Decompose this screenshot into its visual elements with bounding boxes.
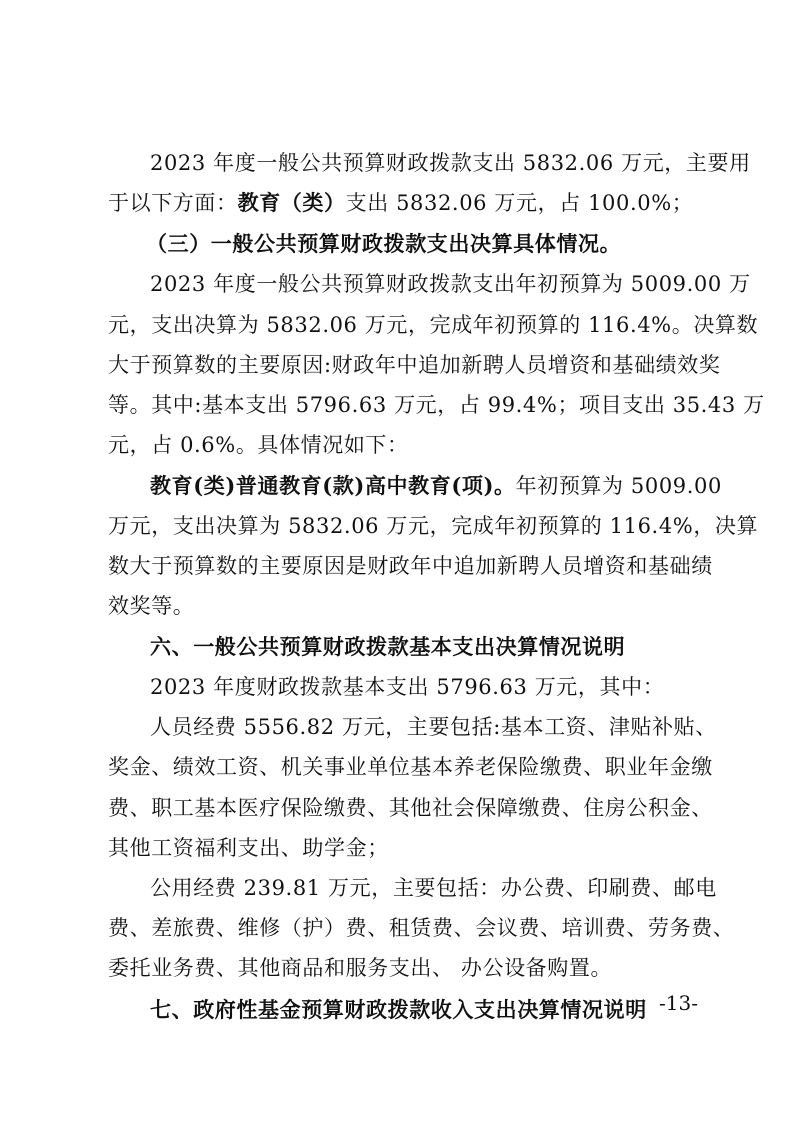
section3-item-line-2: 万元，支出决算为 5832.06 万元，完成年初预算的 116.4%，决算	[108, 514, 759, 538]
section7-heading: 七、政府性基金预算财政拨款收入支出决算情况说明	[150, 997, 647, 1022]
section2-line-2	[108, 188, 698, 218]
personnel-expense-line-3: 费、职工基本医疗保险缴费、其他社会保障缴费、住房公积金、	[108, 796, 713, 820]
section3-item-line-4: 效奖等。	[108, 594, 195, 618]
education-item-label: 教育(类)普通教育(款)高中教育(项)。	[150, 473, 516, 498]
section2-line-2-lead: 于以下方面：	[108, 191, 238, 215]
section3-item-line-3: 数大于预算数的主要原因是财政年中追加新聘人员增资和基础绩	[108, 554, 713, 578]
section6-line-1: 2023 年度财政拨款基本支出 5796.63 万元，其中：	[150, 675, 665, 699]
section3-line-5: 元，占 0.6%。具体情况如下：	[108, 433, 409, 457]
personnel-expense-line-2: 奖金、绩效工资、机关事业单位基本养老保险缴费、职业年金缴	[108, 755, 713, 779]
education-category-label: 教育（类）	[237, 190, 346, 215]
public-expense-line-2: 费、差旅费、维修（护）费、租赁费、会议费、培训费、劳务费、	[108, 916, 735, 940]
public-expense-line-3: 委托业务费、其他商品和服务支出、 办公设备购置。	[108, 956, 613, 980]
section3-line-2: 元，支出决算为 5832.06 万元，完成年初预算的 116.4%。决算数	[108, 313, 759, 337]
section3-item-line-1-tail: 年初预算为 5009.00	[515, 474, 722, 498]
personnel-expense-line-1: 人员经费 5556.82 万元，主要包括:基本工资、津贴补贴、	[150, 715, 717, 739]
section2-line-2-tail: 支出 5832.06 万元，占 100.0%；	[345, 191, 694, 215]
section3-line-3: 大于预算数的主要原因:财政年中追加新聘人员增资和基础绩效奖	[108, 353, 721, 377]
public-expense-line-1: 公用经费 239.81 万元，主要包括：办公费、印刷费、邮电	[150, 876, 717, 900]
section6-heading: 六、一般公共预算财政拨款基本支出决算情况说明	[150, 634, 626, 659]
section3-item-line-1	[150, 471, 722, 501]
section3-line-1: 2023 年度一般公共预算财政拨款支出年初预算为 5009.00 万	[150, 272, 751, 296]
section3-line-4: 等。其中:基本支出 5796.63 万元，占 99.4%；项目支出 35.43 万	[108, 393, 765, 417]
section3-heading: （三）一般公共预算财政拨款支出决算具体情况。	[146, 231, 622, 256]
section2-line-1: 2023 年度一般公共预算财政拨款支出 5832.06 万元，主要用	[150, 151, 751, 175]
page-number: -13-	[659, 991, 698, 1015]
personnel-expense-line-4: 其他工资福利支出、助学金；	[108, 836, 389, 860]
